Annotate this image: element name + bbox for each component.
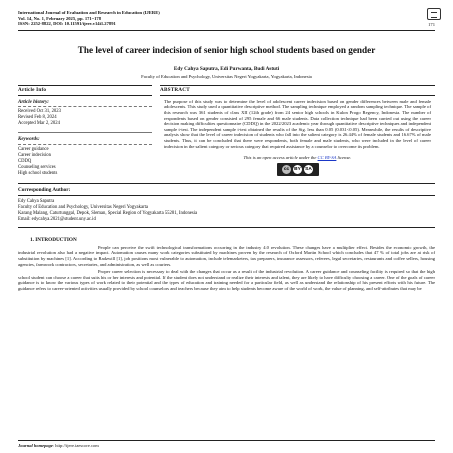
article-info-heading: Article Info [18, 85, 152, 96]
info-separator [18, 132, 152, 133]
abstract-heading: ABSTRACT [160, 85, 435, 96]
license-link[interactable]: CC BY-SA [317, 155, 337, 161]
article-history [18, 109, 152, 127]
introduction-paragraph [18, 269, 435, 291]
article-info-column [18, 85, 158, 177]
cc-license-badge[interactable] [160, 163, 435, 176]
introduction-paragraph [18, 245, 435, 267]
corresponding-address: Karang Malang, Caturtunggal, Depok, Sleman, Special Region of Yogyakarta 55281, Indonesia [18, 210, 198, 216]
history-revised: Revised Feb 8, 2024 [18, 115, 57, 121]
corresponding-email[interactable]: Email: edycahya.2021@student.uny.ac.id [18, 216, 96, 222]
corresponding-faculty: Faculty of Education and Psychology, Universitas Negeri Yogyakarta [18, 204, 149, 210]
journal-header [18, 10, 435, 27]
keyword-item: Counseling services [18, 164, 56, 170]
abstract-text: The purpose of this study was to determine the level of adolescent career indecision based on gender differences between male and female adolescents. This study used a quantitative descriptive method. The sampling technique employed a random sampling technique. The sample of this research was 361 students of class XII (12th grade) from 24 senior high schools in Kulon Progo Regency, Indonesia. The number of respondents based on gender consisted of 295 female and 66 male students. Data collection technique had been carried out using the career decision making difficulties questionnaire (CDDQ) in the 2022/2023 academic year through quantitative descriptive techniques and independent sample t-test. The independent sample t-test obtained the results of the Sig. less than 0.05 (0.031<0.05). Meanwhile, the results of descriptive analysis show that the level of career indecision of students who fall into the salient category is 26.44% of female students and 16.67% of male students. Thus, it can be concluded that there were respondents, both female and male students, who were included in the level of career indecision in the salient category or serious category that required assistance by a counselor to overcome its problem. [164, 98, 431, 149]
open-access-prefix: This is an open access article under the [243, 155, 318, 161]
paper-affiliation: Faculty of Education and Psychology, Universitas Negeri Yogyakarta, Yogyakarta, Indonesia [141, 73, 312, 79]
share-alike-icon: SA [305, 167, 312, 173]
intro-paragraph-1: People can perceive the swift technological transformations occurring in the industry 4.0 revolution. These changes have a multiplier effect. Besides the economic growth, the industrial revolution also had a negative impact. Automation causes many work categories substituted by machines proven by the research of Oxford Martin School which concludes that 47 % of total jobs are at risk of substitution by machines [1]. According to Radzwill [1], job positions most vulnerable to automation, include telemarketers, tax preparers, insurance assessors, referees, legal secretaries, restaurants and coffee sellers, housing agencies, farmwork contractors, secretaries, and administration, as well as couriers. [18, 244, 435, 267]
footer-label: Journal homepage [18, 443, 53, 448]
page-footer [18, 440, 435, 448]
attribution-icon: BY [294, 167, 301, 173]
cc-badge-body [277, 163, 319, 176]
page-number: 171 [428, 21, 435, 27]
paper-title: The level of career indecision of senior high school students based on gender [77, 44, 376, 55]
open-access-suffix: license. [336, 155, 352, 161]
corresponding-heading: Corresponding Author: [18, 187, 435, 196]
history-received: Received Oct 31, 2023 [18, 109, 61, 115]
corresponding-bottom-rule [18, 227, 435, 228]
journal-volume: Vol. 14, No. 1, February 2025, pp. 171~178 [18, 15, 101, 21]
article-history-label: Article history: [18, 100, 152, 108]
abstract-column [158, 85, 435, 177]
keyword-item: Career guidance [18, 146, 49, 152]
footer-url[interactable]: : http://ijere.iaescore.com [52, 443, 99, 448]
keywords-list [18, 147, 152, 177]
corresponding-top-rule [18, 183, 435, 184]
journal-logo-icon [427, 8, 441, 20]
corresponding-name: Edy Cahya Saputra [18, 198, 55, 204]
open-access-notice [160, 155, 435, 160]
journal-name: International Journal of Evaluation and Research in Education (IJERE) [18, 10, 160, 15]
keyword-item: Career indecision [18, 152, 51, 158]
intro-paragraph-2: Proper career selection is necessary to deal with the changes that occur as a result of the industrial revolution. A career guidance and counseling facility is required so that the high school student can choose a career that suits his or her interests and potential. If the student does not understand or realize their interests and talent, they are likely to have difficulty choosing a career. One of the goals of career guidance is to know the various types of work related to their potential and the types of education and training needed for a particular field, as well as understand the relationship of his present efforts with his future. The guidance refers to career-oriented activities usually provided by school counselors and teachers because they aim to help students become aware of the world of work, the value of planning, and self-attributes that may be [18, 269, 435, 291]
corresponding-details [18, 199, 435, 223]
keyword-item: High school students [18, 170, 58, 176]
cc-icon: cc [283, 167, 290, 173]
keyword-item: CDDQ [18, 158, 32, 164]
journal-issn: ISSN: 2252-8822, DOI: 10.11591/ijere.v14i1.27891 [18, 21, 116, 27]
keywords-label: Keywords: [18, 137, 152, 145]
paper-authors: Edy Cahya Saputra, Edi Purwanta, Budi Astuti [173, 65, 280, 72]
introduction-heading: 1. INTRODUCTION [30, 236, 77, 243]
history-accepted: Accepted Mar 2, 2024 [18, 121, 60, 127]
article-infobox [18, 85, 435, 177]
header-rule [18, 30, 435, 31]
